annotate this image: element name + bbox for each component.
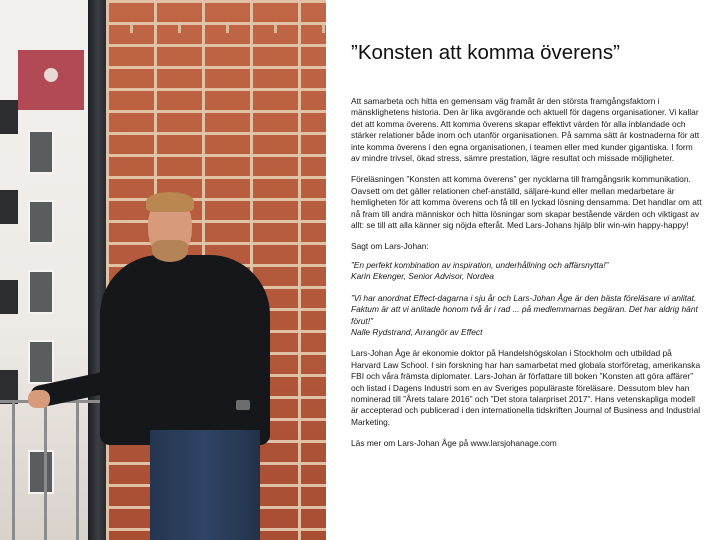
- railing-post: [12, 400, 15, 540]
- man-hand-left: [28, 390, 50, 408]
- railing-post: [44, 400, 47, 540]
- intro-paragraph: Att samarbeta och hitta en gemensam väg framåt är den största framgångsfaktorn i mänsklighetens historia. Den är lika avgörande och aktuell för dagens organisationer. Vi kallar det att komma överens. Att komma överens skapar effektivt värden för alla inblandade och stärker relationer både inom och utanför organisationen. På samma sätt är kostnaderna för att inte komma överens i den egna organisationen, i teamen eller med kunder gigantiska. I form av mindre trivsel, ökad stress, sämre prestation, lägre resultat och missade möjligheter.: [351, 96, 700, 164]
- balcony: [0, 370, 18, 404]
- text-column: [351, 40, 703, 450]
- testimonial-quote-2: ”Vi har anordnat Effect-dagarna i sju år och Lars-Johan Åge är den bästa föreläsare vi anlitat. Faktum är att vi anlitade honom två år i rad ... på medlemmarnas begäran. Det har aldrig hänt förut!”: [351, 292, 698, 326]
- website-link[interactable]: www.larsjohanage.com: [470, 438, 557, 449]
- railing-post: [76, 400, 79, 540]
- balcony: [0, 280, 18, 314]
- read-more-prefix: Läs mer om Lars-Johan Åge på: [351, 438, 471, 449]
- round-window: [44, 68, 58, 82]
- speaker-photo: [0, 0, 326, 540]
- building-window: [28, 340, 54, 384]
- testimonial-quote-1: ”En perfekt kombination av inspiration, underhållning och affärsnytta!”: [351, 259, 609, 270]
- building-window: [28, 270, 54, 314]
- page-title: ”Konsten att komma överens”: [351, 41, 620, 64]
- wristwatch: [236, 400, 250, 410]
- building-window: [28, 450, 54, 494]
- read-more-line: [351, 438, 703, 449]
- man-hair: [146, 192, 194, 212]
- man-beard: [152, 240, 188, 262]
- testimonials-label: Sagt om Lars-Johan:: [351, 241, 429, 252]
- bio-paragraph: Lars-Johan Åge är ekonomie doktor på Handelshögskolan i Stockholm och utbildad på Harvard Law School. I sin forskning har han samarbetat med globala storföretag, amerikanska FBI och våra främsta diplomater. Lars-Johan är författare till boken ”Konsten att göra affärer” och listad i Dagens Industri som en av Sveriges populäraste föreläsare. Dessutom blev han nominerad till ”Årets talare 2016” och ”Det stora talarpriset 2017”. Hans vetenskapliga modell är accepterad och publicerad i den internationella tidskriften Journal of Business and Industrial Marketing.: [351, 348, 701, 427]
- testimonial-author-2: Nalle Rydstrand, Arrangör av Effect: [351, 326, 483, 337]
- balcony: [0, 100, 18, 134]
- man-jeans: [150, 430, 260, 540]
- building-window: [28, 130, 54, 174]
- building-window: [28, 200, 54, 244]
- lecture-paragraph: Föreläsningen ”Konsten att komma överens” ger nycklarna till framgångsrik kommunikation. Oavsett om det gäller relationen chef-anställd, säljare-kund eller mellan medarbetare är hemligheten för att komma överens och få till en lyckad lösning densamma. Det handlar om att nå fram till andra människor och hitta lösningar som skapar bestående värden och viktigast av allt: se till att alla känner sig nöjda efteråt. Med Lars-Johans hjälp blir win-win happy-happy!: [351, 174, 702, 231]
- testimonial-author-1: Karin Ekenger, Senior Advisor, Nordea: [351, 271, 495, 282]
- balcony: [0, 190, 18, 224]
